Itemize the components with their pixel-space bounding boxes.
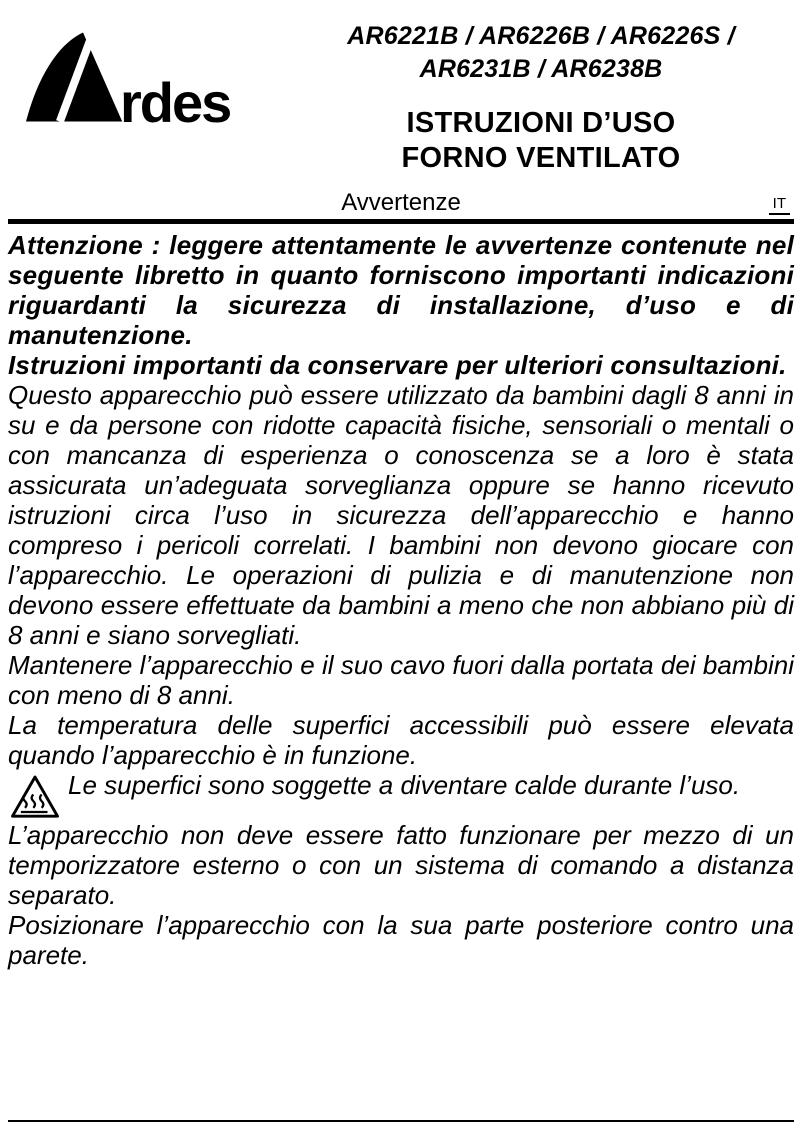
paragraph-temperatura: La temperatura delle superfici accessibili può essere elevata quando l’apparecchio è in funzione. [8,709,794,770]
ardes-logo-text: rdes [120,71,231,135]
warnings-body [0,224,802,970]
document-title [294,106,788,177]
paragraph-temporizzatore: L’apparecchio non deve essere fatto funzionare per mezzo di un temporizzatore esterno o con un sistema di comando a distanza separato. [8,819,794,910]
model-numbers [294,20,788,86]
language-tag: IT [769,195,790,215]
section-title: Avvertenze [341,188,461,216]
model-numbers-line2: AR6231B / AR6238B [419,55,663,83]
paragraph-bambini: Questo apparecchio può essere utilizzato da bambini dagli 8 anni in su e da persone con ridotte capacità fisiche, sensoriali o mentali o con mancanza di esperienza o conoscenza se a loro è stata assicurata un’adeguata sorveglianza oppure se hanno ricevuto istruzioni circa l’uso in sicurezza dell’apparecchio e hanno compreso i pericoli correlati. I bambini non devono giocare con l’apparecchio. Le operazioni di pulizia e di manutenzione non devono essere effettuate da bambini a meno che non abbiano più di 8 anni e siano sorvegliati. [8,379,794,650]
paragraph-posizionare: Posizionare l’apparecchio con la sua parte posteriore contro una parete. [8,909,794,970]
section-header [8,189,794,224]
paragraph-attenzione: Attenzione : leggere attentamente le avvertenze contenute nel seguente libretto in quanto forniscono importanti indicazioni riguardanti la sicurezza di installazione, d’uso e di manutenzione. [8,229,794,350]
paragraph-superfici-calde [8,770,794,820]
header-right [294,20,792,177]
document-title-line2: FORNO VENTILATO [401,142,681,175]
page-header [0,0,802,177]
paragraph-superfici-calde-text: Le superfici sono soggette a diventare calde durante l’uso. [68,769,741,800]
ardes-logo [26,20,294,135]
ardes-logo-a-icon [26,28,124,126]
paragraph-cavo: Mantenere l’apparecchio e il suo cavo fuori dalla portata dei bambini con meno di 8 anni. [8,649,794,710]
model-numbers-line1: AR6221B / AR6226B / AR6226S / [347,22,735,50]
paragraph-istruzioni-importanti: Istruzioni importanti da conservare per ulteriori consultazioni. [8,349,787,380]
hot-surface-icon [10,774,60,820]
document-title-line1: ISTRUZIONI D’USO [406,107,676,139]
footer-rule [8,1120,794,1122]
